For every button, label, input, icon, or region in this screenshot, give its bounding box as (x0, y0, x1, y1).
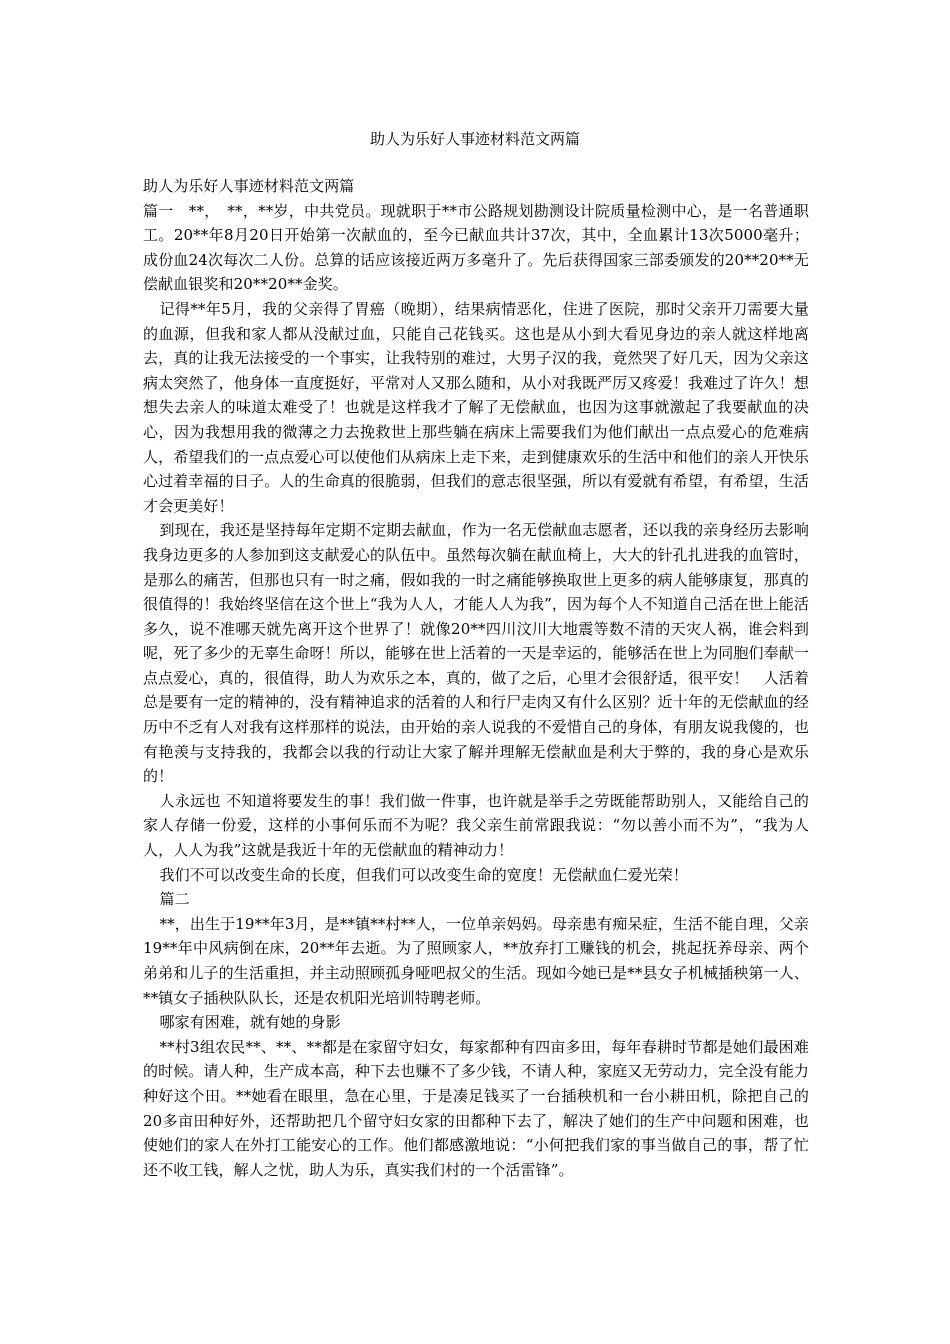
paragraph: 哪家有困难，就有她的身影 (159, 1013, 341, 1032)
paragraph: 人永远也 不知道将要发生的事！我们做一件事，也许就是举手之劳既能帮助别人，又能给自己的家人存储一份爱，这样的小事何乐而不为呢？我父亲生前常跟我说：“勿以善小而不为”，“我为人人，人人为我”这就是我近十年的无偿献血的精神动力！ (143, 791, 809, 860)
document-body (143, 174, 809, 1182)
section-heading: 篇二 (159, 890, 190, 909)
paragraph: **村3组农民**、**、**都是在家留守妇女，每家都种有四亩多田，每年春耕时节都是她们最困难的时候。请人种，生产成本高，种下去也赚不了多少钱，不请人种，家庭又无劳动力，完全没有能力种好这个田。**她看在眼里，急在心里，于是凑足钱买了一台插秧机和一台小耕田机，除把自己的20多亩田种好外，还帮助把几个留守妇女家的田都种下去了，解决了她们的生产中问题和困难，也使她们的家人在外打工能安心的工作。他们都感激地说：“小何把我们家的事当做自己的事，帮了忙还不收工钱，解人之忧，助人为乐，真实我们村的一个活雷锋”。 (143, 1037, 809, 1179)
paragraph: 我们不可以改变生命的长度，但我们可以改变生命的宽度！无偿献血仁爱光荣！ (159, 865, 689, 884)
paragraph: 记得**年5月，我的父亲得了胃癌（晚期），结果病情恶化，住进了医院，那时父亲开刀需要大量的血源，但我和家人都从没献过血，只能自己花钱买。这也是从小到大看见身边的亲人就这样地离去，真的让我无法接受的一个事实，让我特别的难过，大男子汉的我，竟然哭了好几天，因为父亲这病太突然了，他身体一直度挺好，平常对人又那么随和，从小对我既严厉又疼爱！我难过了许久！想想失去亲人的味道太难受了！也就是这样我才了解了无偿献血，也因为这事就激起了我要献血的决心，因为我想用我的微薄之力去挽救世上那些躺在病床上需要我们为他们献出一点点爱心的危难病人，希望我们的一点点爱心可以使他们从病床上走下来，走到健康欢乐的生活中和他们的亲人开快乐心过着幸福的日子。人的生命真的很脆弱，但我们的意志很坚强，所以有爱就有希望，有希望，生活才会更美好！ (143, 299, 809, 515)
paragraph: 到现在，我还是坚持每年定期不定期去献血，作为一名无偿献血志愿者，还以我的亲身经历去影响我身边更多的人参加到这支献爱心的队伍中。虽然每次躺在献血椅上，大大的针孔扎进我的血管时，是那么的痛苦，但那也只有一时之痛，假如我的一时之痛能够换取世上更多的病人能够康复，那真的很值得的！我始终坚信在这个世上“我为人人，才能人人为我”，因为每个人不知道自己活在世上能活多久，说不准哪天就先离开这个世界了！就像20**四川汶川大地震等数不清的天灾人祸，谁会料到呢，死了多少的无辜生命呀！所以，能够在世上活着的一天是幸运的，能够活在世上为同胞们奉献一点点爱心，真的，很值得，助人为欢乐之本，真的，做了之后，心里才会很舒适，很平安！ 人活着总是要有一定的精神的，没有精神追求的活着的人和行尸走肉又有什么区别？近十年的无偿献血的经历中不乏有人对我有这样那样的说法，由开始的亲人说我的不爱惜自己的身体，有朋友说我傻的，也有艳羡与支持我的，我都会以我的行动让大家了解并理解无偿献血是利大于弊的，我的身心是欢乐的！ (143, 521, 809, 786)
document-title: 助人为乐好人事迹材料范文两篇 (369, 130, 580, 148)
paragraph: 篇一 **， **，**岁，中共党员。现就职于**市公路规划勘测设计院质量检测中心，是一名普通职工。20**年8月20日开始第一次献血的，至今已献血共计37次，其中，全血累计13次5000毫升；成份血24次每次二人份。总算的话应该接近两万多毫升了。先后获得国家三部委颁发的20**20**无偿献血银奖和20**20**金奖。 (143, 201, 809, 294)
paragraph: **，出生于19**年3月，是**镇**村**人，一位单亲妈妈。母亲患有痴呆症，生活不能自理，父亲19**年中风病倒在床，20**年去逝。为了照顾家人，**放弃打工赚钱的机会，挑起抚养母亲、两个弟弟和儿子的生活重担，并主动照顾孤身哑吧叔父的生活。现如今她已是**县女子机械插秧第一人、**镇女子插秧队队长，还是农机阳光培训特聘老师。 (143, 914, 809, 1007)
paragraph: 助人为乐好人事迹材料范文两篇 (143, 177, 355, 195)
